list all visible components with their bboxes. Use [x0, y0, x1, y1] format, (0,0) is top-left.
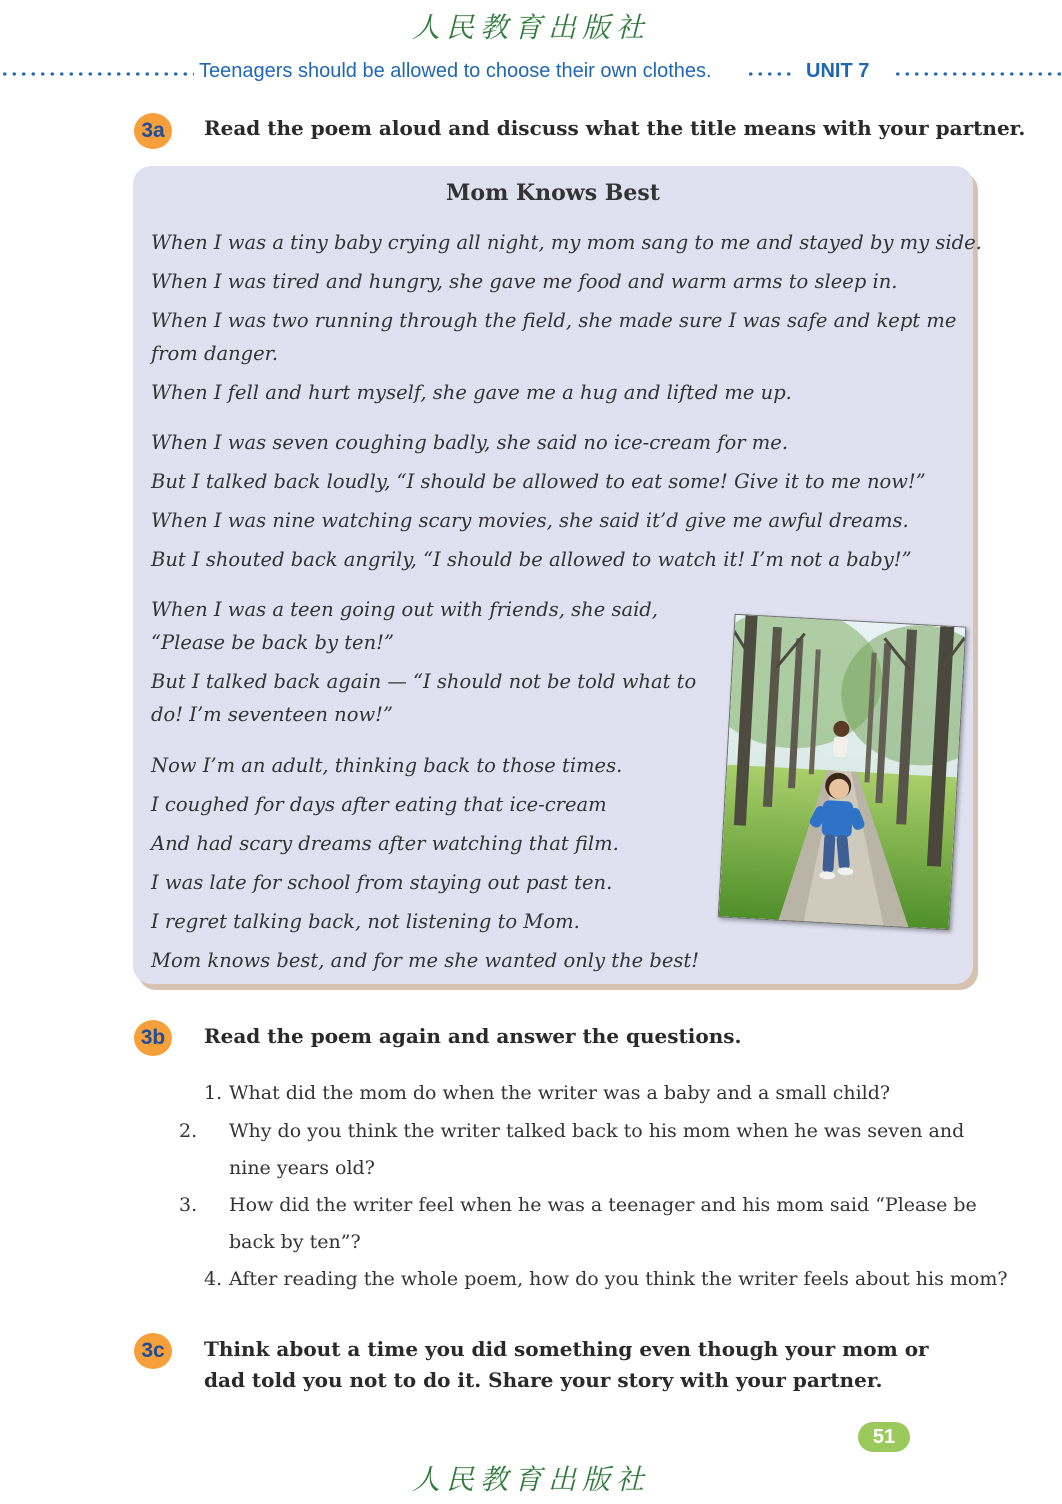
question-number: 2.: [179, 1120, 198, 1142]
poem-line: I coughed for days after eating that ice-cream: [151, 793, 607, 816]
question-3: [179, 1187, 989, 1261]
poem-line: When I was a teen going out with friends, she said, “Please be back by ten!”: [151, 598, 658, 654]
badge-3a: 3a: [134, 113, 172, 149]
question-text: After reading the whole poem, how do you think the writer feels about his mom?: [229, 1268, 1008, 1290]
poem-line: When I fell and hurt myself, she gave me a hug and lifted me up.: [151, 381, 792, 404]
question-text: How did the writer feel when he was a teenager and his mom said “Please be back by ten”?: [229, 1194, 977, 1253]
question-number: 4.: [204, 1268, 223, 1290]
instruction-3b: Read the poem again and answer the questions.: [204, 1024, 742, 1048]
poem-line: When I was seven coughing badly, she said no ice-cream for me.: [151, 431, 789, 454]
poem-line: And had scary dreams after watching that film.: [151, 832, 619, 855]
question-1: [204, 1075, 984, 1112]
page-number: 51: [858, 1422, 910, 1452]
poem-title: Mom Knows Best: [446, 180, 660, 206]
poem-line: When I was nine watching scary movies, she said it’d give me awful dreams.: [151, 509, 909, 532]
page-header: [0, 58, 1062, 88]
question-2: [179, 1113, 989, 1187]
question-text: What did the mom do when the writer was a baby and a small child?: [229, 1082, 891, 1104]
poem-line: I was late for school from staying out past ten.: [151, 871, 613, 894]
poem-line: When I was two running through the field, she made sure I was safe and kept me from danger.: [151, 309, 957, 365]
poem-line: But I shouted back angrily, “I should be allowed to watch it! I’m not a baby!”: [151, 548, 912, 571]
header-dots-right: [893, 72, 1062, 76]
badge-3c: 3c: [134, 1333, 172, 1369]
poem-line: When I was a tiny baby crying all night, my mom sang to me and stayed by my side.: [151, 231, 982, 254]
badge-3b: 3b: [134, 1020, 172, 1056]
photo-children-running-in-park: [718, 614, 967, 930]
header-dots-middle: [746, 72, 794, 76]
header-dots-left: [0, 72, 194, 76]
instruction-3c: Think about a time you did something even though your mom or dad told you not to do it. Share your story with your partner.: [204, 1337, 929, 1392]
question-number: 3.: [179, 1194, 198, 1216]
instruction-3a: Read the poem aloud and discuss what the title means with your partner.: [204, 116, 1026, 140]
poem-line: Mom knows best, and for me she wanted only the best!: [151, 949, 700, 972]
publisher-logo-bottom: 人民教育出版社: [411, 1463, 650, 1496]
poem-line: When I was tired and hungry, she gave me food and warm arms to sleep in.: [151, 270, 898, 293]
park-illustration: [719, 615, 965, 929]
question-text: Why do you think the writer talked back to his mom when he was seven and nine years old?: [229, 1120, 965, 1179]
poem-line: But I talked back loudly, “I should be allowed to eat some! Give it to me now!”: [151, 470, 926, 493]
question-4: [204, 1261, 1008, 1298]
poem-line: I regret talking back, not listening to Mom.: [151, 910, 580, 933]
header-title: Teenagers should be allowed to choose their own clothes.: [199, 60, 712, 82]
header-unit: UNIT 7: [806, 60, 870, 82]
question-number: 1.: [204, 1082, 223, 1104]
poem-line: Now I’m an adult, thinking back to those times.: [151, 754, 623, 777]
publisher-logo-top: 人民教育出版社: [411, 11, 650, 44]
poem-line: But I talked back again — “I should not be told what to do! I’m seventeen now!”: [151, 670, 697, 726]
